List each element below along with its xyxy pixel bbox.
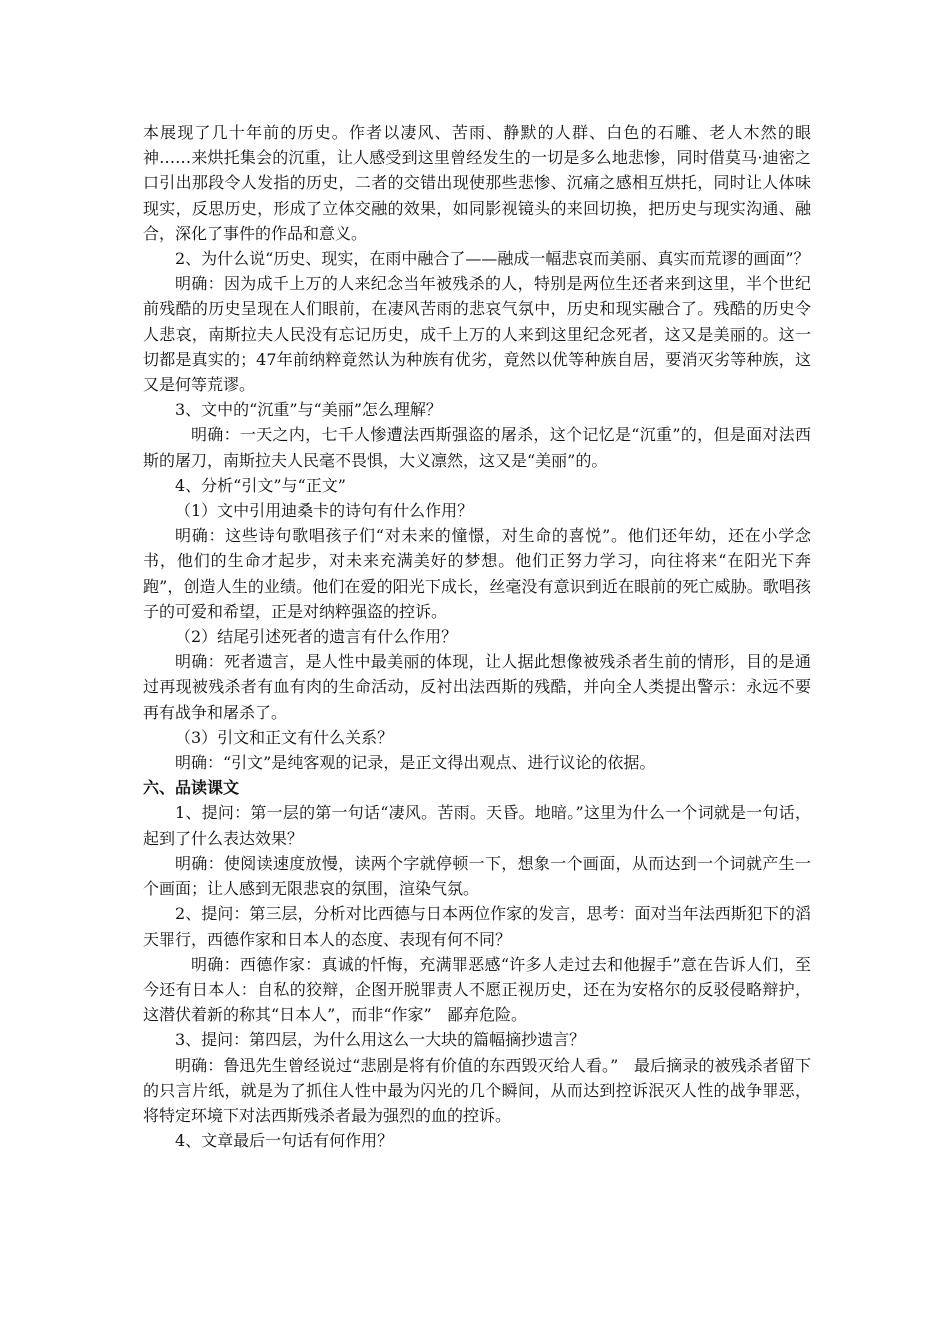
answer-2: 明确：因为成千上万的人来纪念当年被残杀的人，特别是两位生还者来到这里，半个世纪前残酷的历史呈现在人们眼前，在凄风苦雨的悲哀气氛中，历史和现实融合了。残酷的历史令人悲哀，南斯拉夫人民没有忘记历史，成千上万的人来到这里纪念死者，这又是美丽的。这一切都是真实的；47年前纳粹竟然认为种族有优劣，竟然以优等种族自居，要消灭劣等种族，这又是何等荒谬。 bbox=[143, 274, 811, 395]
reading-answer-1: 明确：使阅读速度放慢，读两个字就停顿一下，想象一个画面，从而达到一个词就产生一个画面；让人感到无限悲哀的氛围，渲染气氛。 bbox=[143, 853, 811, 899]
sub-answer-3: 明确：“引文”是纯客观的记录，是正文得出观点、进行议论的依据。 bbox=[175, 753, 656, 773]
question-4: 4、分析“引文”与“正文” bbox=[175, 475, 346, 495]
sub-answer-1: 明确：这些诗句歌唱孩子们“对未来的憧憬，对生命的喜悦”。他们还年幼，还在小学念书，他们的生命才起步，对未来充满美好的梦想。他们正努力学习，向往将来“在阳光下奔跑”，创造人生的业绩。他们在爱的阳光下成长，丝毫没有意识到近在眼前的死亡威胁。歌唱孩子的可爱和希望，正是对纳粹强盗的控诉。 bbox=[143, 526, 811, 621]
sub-question-3: （3）引文和正文有什么关系？ bbox=[175, 727, 394, 747]
sub-question-1: （1）文中引用迪桑卡的诗句有什么作用？ bbox=[175, 501, 474, 521]
reading-answer-2: 明确：西德作家：真诚的忏悔，充满罪恶感“许多人走过去和他握手”意在告诉人们，至今还有日本人：自私的狡辩，企图开脱罪责人不愿正视历史，还在为安格尔的反驳侵略辩护，这潜伏着新的称其“日本人”，而非“作家” 鄙弃危险。 bbox=[143, 954, 811, 1025]
reading-question-4: 4、文章最后一句话有何作用？ bbox=[175, 1131, 394, 1151]
reading-question-2: 2、提问：第三层，分析对比西德与日本两位作家的发言，思考：面对当年法西斯犯下的滔天罪行，西德作家和日本人的态度、表现有何不同？ bbox=[143, 904, 811, 949]
question-2: 2、为什么说“历史、现实，在雨中融合了——融成一幅悲哀而美丽、真实而荒谬的画面”？ bbox=[175, 249, 810, 269]
answer-3: 明确：一天之内，七千人惨遭法西斯强盗的屠杀，这个记忆是“沉重”的，但是面对法西斯的屠刀，南斯拉夫人民毫不畏惧，大义凛然，这又是“美丽”的。 bbox=[143, 425, 811, 470]
sub-answer-2: 明确：死者遗言，是人性中最美丽的体现，让人据此想像被残杀者生前的情形，目的是通过再现被残杀者有血有肉的生命活动，反衬出法西斯的残酷，并向全人类提出警示：永远不要再有战争和屠杀了。 bbox=[143, 652, 811, 722]
reading-answer-3: 明确：鲁迅先生曾经说过“悲剧是将有价值的东西毁灭给人看。” 最后摘录的被残杀者留下的只言片纸，就是为了抓住人性中最为闪光的几个瞬间，从而达到控诉泯灭人性的战争罪恶，将特定环境下对法西斯残杀者最为强烈的血的控诉。 bbox=[143, 1055, 811, 1125]
document-page bbox=[143, 120, 811, 1153]
reading-question-3: 3、提问：第四层，为什么用这么一大块的篇幅摘抄遗言？ bbox=[175, 1030, 586, 1050]
reading-question-1: 1、提问：第一层的第一句话“凄风。苦雨。天昏。地暗。”这里为什么一个词就是一句话，起到了什么表达效果？ bbox=[143, 803, 811, 848]
paragraph-intro: 本展现了几十年前的历史。作者以凄风、苦雨、静默的人群、白色的石雕、老人木然的眼神……来烘托集会的沉重，让人感受到这里曾经发生的一切是多么地悲惨，同时借莫马·迪密之口引出那段令人发指的历史，二者的交错出现使那些悲惨、沉痛之感相互烘托，同时让人体味现实，反思历史，形成了立体交融的效果，如同影视镜头的来回切换，把历史与现实沟通、融合，深化了事件的作品和意义。 bbox=[143, 123, 811, 243]
question-3: 3、文中的“沉重”与“美丽”怎么理解？ bbox=[175, 400, 442, 420]
sub-question-2: （2）结尾引述死者的遗言有什么作用？ bbox=[175, 627, 458, 647]
section-heading: 六、品读课文 bbox=[143, 778, 240, 798]
